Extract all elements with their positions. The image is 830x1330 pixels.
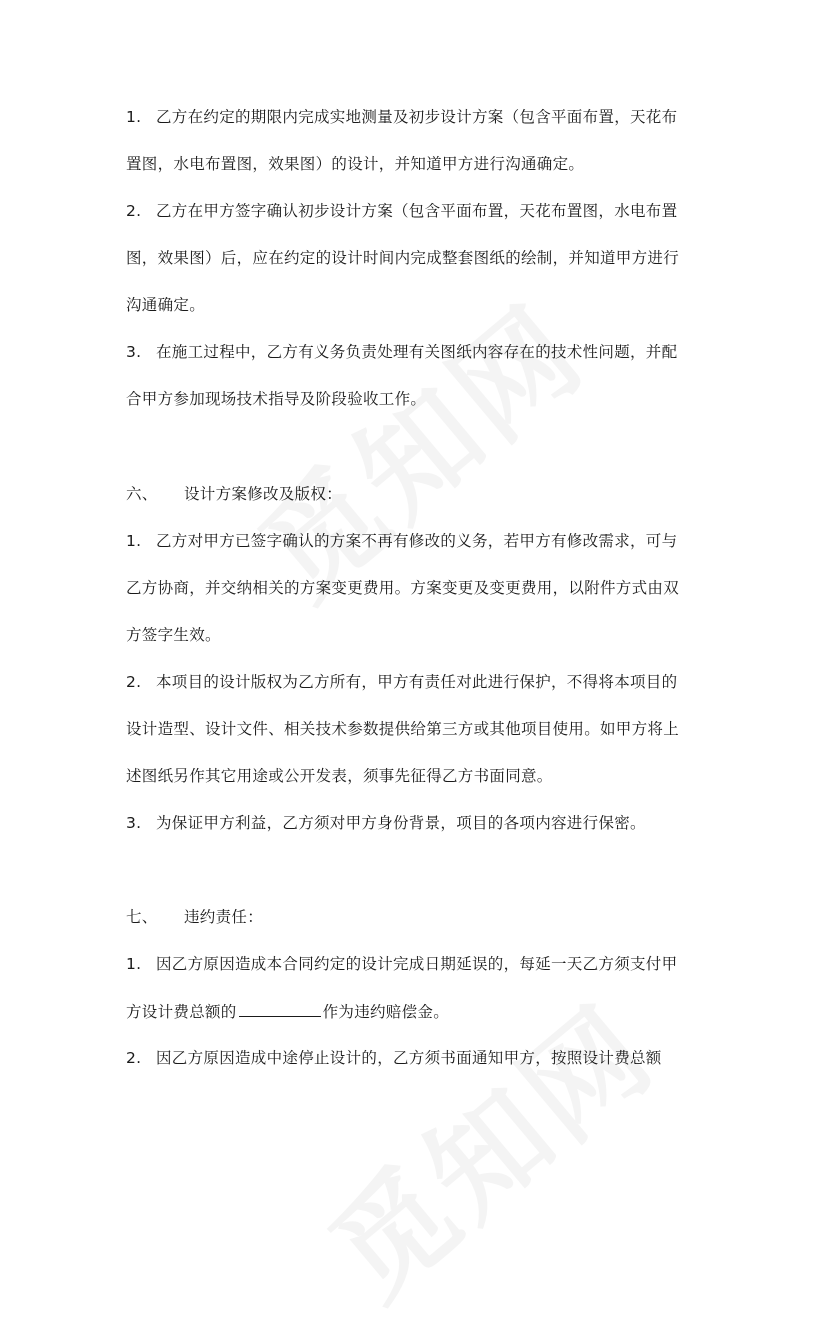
paragraph-line (126, 813, 646, 833)
item-text: 为保证甲方利益，乙方须对甲方身份背景，项目的各项内容进行保密。 (156, 814, 646, 832)
paragraph-line (126, 954, 677, 974)
section-title: 违约责任： (184, 908, 264, 926)
item-number: 1. (126, 955, 142, 973)
item-text: 沟通确定。 (126, 296, 206, 314)
item-text: 作为违约赔偿金。 (322, 1003, 450, 1021)
paragraph-line (126, 766, 553, 786)
paragraph-line (126, 531, 677, 551)
paragraph-line (126, 578, 679, 598)
item-text: 乙方在甲方签字确认初步设计方案（包含平面布置，天花布置图，水电布置 (156, 202, 678, 220)
item-number: 2. (126, 673, 142, 691)
paragraph-line (126, 719, 679, 739)
item-text: 述图纸另作其它用途或公开发表，须事先征得乙方书面同意。 (126, 767, 553, 785)
item-text: 合甲方参加现场技术指导及阶段验收工作。 (126, 390, 427, 408)
item-text: 图，效果图）后，应在约定的设计时间内完成整套图纸的绘制，并知道甲方进行 (126, 249, 680, 267)
section-number: 六、 (126, 485, 158, 503)
section-heading (126, 484, 342, 504)
item-number: 2. (126, 202, 142, 220)
paragraph-line (126, 1048, 662, 1068)
item-text: 因乙方原因造成中途停止设计的，乙方须书面通知甲方，按照设计费总额 (156, 1049, 662, 1067)
paragraph-line (126, 201, 677, 221)
paragraph-line (126, 625, 221, 645)
item-number: 1. (126, 532, 142, 550)
item-text: 乙方对甲方已签字确认的方案不再有修改的义务，若甲方有修改需求，可与 (156, 532, 678, 550)
item-text: 乙方在约定的期限内完成实地测量及初步设计方案（包含平面布置，天花布 (156, 108, 678, 126)
item-text: 本项目的设计版权为乙方所有，甲方有责任对此进行保护，不得将本项目的 (156, 673, 678, 691)
paragraph-line (126, 295, 205, 315)
item-text: 方签字生效。 (126, 626, 221, 644)
section-title: 设计方案修改及版权： (184, 485, 343, 503)
paragraph-line (126, 672, 677, 692)
item-text: 设计造型、设计文件、相关技术参数提供给第三方或其他项目使用。如甲方将上 (126, 720, 680, 738)
item-text: 乙方协商，并交纳相关的方案变更费用。方案变更及变更费用，以附件方式由双 (126, 579, 680, 597)
item-number: 3. (126, 343, 142, 361)
watermark (219, 260, 613, 629)
item-number: 3. (126, 814, 142, 832)
fill-in-blank[interactable] (239, 1001, 321, 1017)
paragraph-line (126, 107, 677, 127)
item-text: 置图，水电布置图，效果图）的设计，并知道甲方进行沟通确定。 (126, 155, 585, 173)
item-number: 1. (126, 108, 142, 126)
section-heading (126, 907, 263, 927)
item-text: 因乙方原因造成本合同约定的设计完成日期延误的，每延一天乙方须支付甲 (156, 955, 678, 973)
paragraph-line (126, 1001, 449, 1022)
item-text: 方设计费总额的 (126, 1003, 237, 1021)
item-number: 2. (126, 1049, 142, 1067)
paragraph-line (126, 248, 679, 268)
paragraph-line (126, 389, 426, 409)
paragraph-line (126, 342, 677, 362)
section-number: 七、 (126, 908, 158, 926)
paragraph-line (126, 154, 584, 174)
item-text: 在施工过程中，乙方有义务负责处理有关图纸内容存在的技术性问题，并配 (156, 343, 678, 361)
